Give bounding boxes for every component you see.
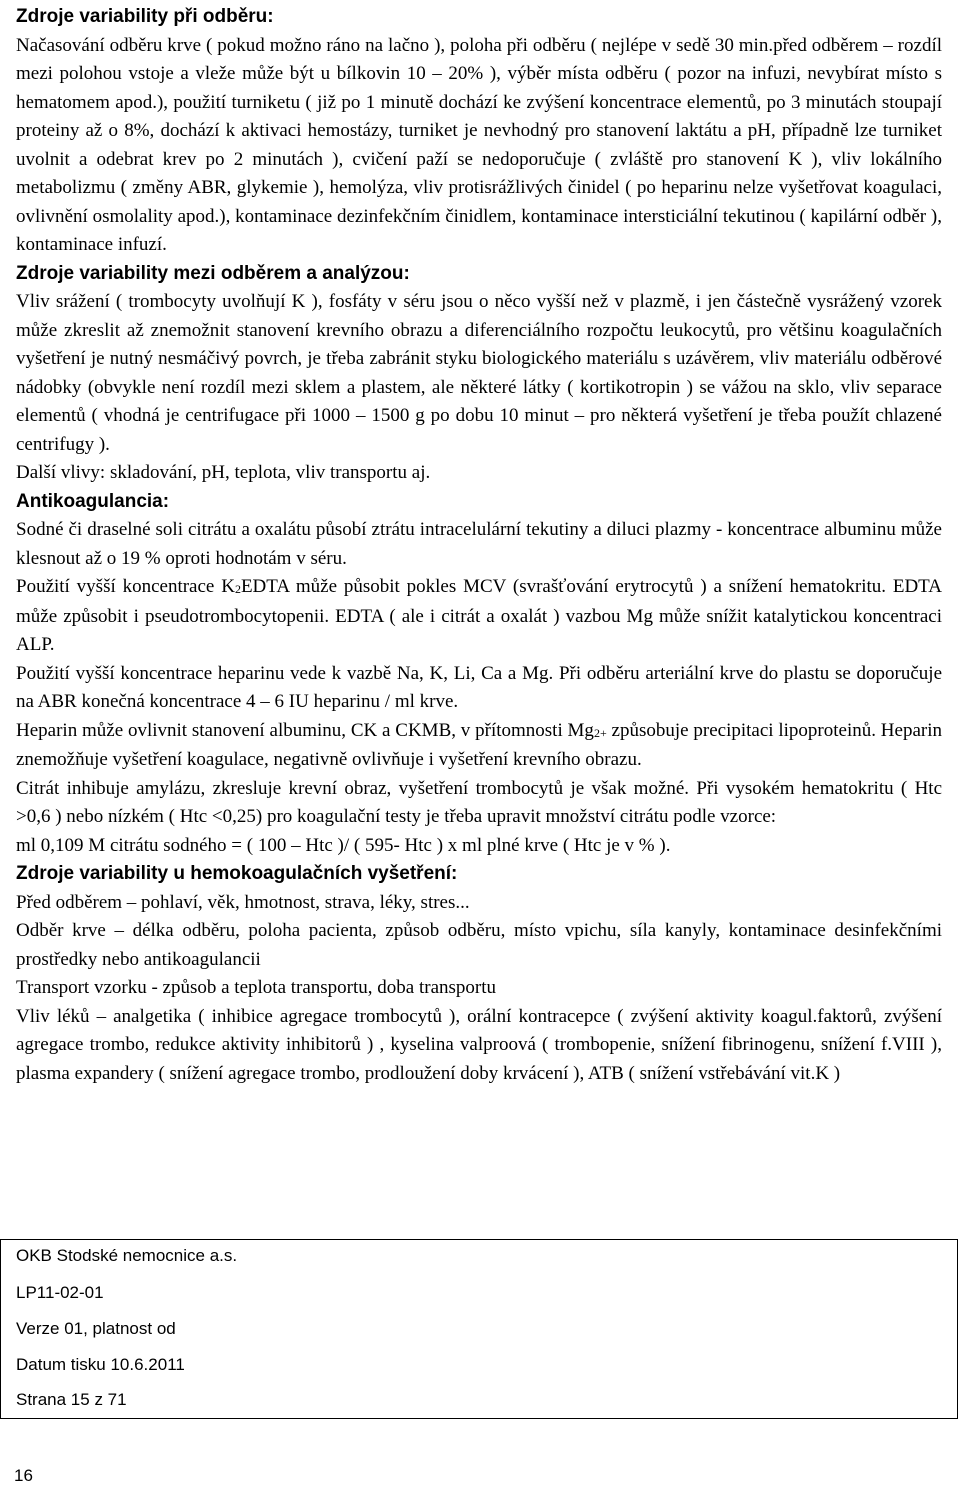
paragraph-drugs: Vliv léků – analgetika ( inhibice agregace trombocytů ), orální kontracepce ( zvýšení aktivity koagul.faktorů, zvýšení agregace trombo, redukce aktivity inhibitorů ) , kyselina valproová ( trombopenie, snížení fibrinogenu, snížení f.VIII ), plasma expandery ( snížení agregace trombo, prodloužení doby krvácení ), ATB ( snížení vstřebávání vit.K ) (16, 1005, 942, 1084)
paragraph-other-influences: Další vlivy: skladování, pH, teplota, vliv transportu aj. (16, 462, 431, 483)
footer-box (0, 1239, 958, 1419)
paragraph-edta (16, 573, 942, 660)
edta-subscript: 2 (234, 582, 241, 596)
paragraph-before-sampling: Před odběrem – pohlaví, věk, hmotnost, strava, léky, stres... (16, 891, 470, 913)
heading-variability-sampling: Zdroje variability při odběru: (16, 6, 274, 27)
footer-doc-code: LP11-02-01 (16, 1283, 104, 1302)
paragraph-blood-sampling: Odběr krve – délka odběru, poloha pacienta, způsob odběru, místo vpichu, síla kanyly, kontaminace desinfekčními prostředky nebo antikoagulancii (16, 920, 942, 970)
footer-org: OKB Stodské nemocnice a.s. (16, 1246, 238, 1265)
paragraph-variability-sampling: Načasování odběru krve ( pokud možno ráno na lačno ), poloha při odběru ( nejlépe v sedě 30 min.před odběrem – rozdíl mezi polohou vstoje a vleže může být u bílkovin 10 – 20% ), výběr místa odběru ( pozor na infuzi, nevybírat místo s hematomem apod.), použití turniketu ( již po 1 minutě dochází ke zvýšení koncentrace elementů, po 3 minutách stoupají proteiny až o 8%, dochází k aktivaci hemostázy, turniket je nevhodný pro stanovení laktátu a pH, případně lze turniket uvolnit a odebrat krev po 2 minutách ), cvičení paží se nedoporučuje ( zvláště pro stanovení K ), vliv lokálního metabolizmu ( změny ABR, glykemie ), hemolýza, vliv protisrážlivých činidel ( po heparinu nelze vyšetřovat koagulaci, ovlivnění osmolality apod.), kontaminace dezinfekčním činidlem, kontaminace intersticiální tekutinou ( kapilární odběr ), kontaminace infuzí. (16, 34, 942, 255)
edta-text-a: Použití vyšší koncentrace K (16, 576, 235, 597)
paragraph-transport: Transport vzorku - způsob a teplota transportu, doba transportu (16, 977, 497, 998)
edta-text-b: EDTA může působit pokles MCV (svrašťování erytrocytů ) a snížení hematokritu. EDTA může způsobit i pseudotrombocytopenii. EDTA ( ale i citrát a oxalát ) vazbou Mg může snížit katalytickou koncentraci ALP. (16, 576, 942, 655)
paragraph-citrate-amylase: Citrát inhibuje amylázu, zkresluje krevní obraz, vyšetření trombocytů je však možné. Při vysokém hematokritu ( Htc >0,6 ) nebo nízkém ( Htc <0,25) pro koagulační testy je třeba upravit množství citrátu podle vzorce: (16, 777, 942, 827)
paragraph-citrate-formula: ml 0,109 M citrátu sodného = ( 100 – Htc )/ ( 595- Htc ) x ml plné krve ( Htc je v % ). (16, 834, 671, 856)
heparin-text-b: způsobuje precipitaci lipoproteinů. Heparin znemožňuje vyšetření koagulace, negativně ovlivňuje i vyšetření krevního obrazu. (16, 719, 942, 770)
page-number: 16 (14, 1466, 33, 1485)
paragraph-citrate-oxalate: Sodné či draselné soli citrátu a oxalátu působí ztrátu intracelulární tekutiny a diluci plazmy - koncentrace albuminu může klesnout až o 19 % oproti hodnotám v séru. (16, 519, 942, 569)
heparin-superscript: 2+ (593, 725, 607, 740)
footer-page: Strana 15 z 71 (16, 1390, 127, 1409)
paragraph-heparin-binding: Použití vyšší koncentrace heparinu vede k vazbě Na, K, Li, Ca a Mg. Při odběru arteriální krve do plastu se doporučuje na ABR konečná koncentrace 4 – 6 IU heparinu / ml krve. (16, 662, 942, 712)
footer-print-date: Datum tisku 10.6.2011 (16, 1355, 185, 1374)
heading-anticoagulants: Antikoagulancia: (16, 490, 170, 512)
document-body (16, 3, 942, 1088)
heading-hemocoagulation: Zdroje variability u hemokoagulačních vyšetření: (16, 863, 458, 884)
paragraph-heparin-effects (16, 717, 942, 775)
paragraph-variability-between: Vliv srážení ( trombocyty uvolňují K ), fosfáty v séru jsou o něco vyšší než v plazmě, i jen částečně vysrážený vzorek může zkreslit až znemožnit stanovení krevního obrazu a diferenciálního rozpočtu leukocytů, pro většinu koagulačních vyšetření je nutný nesmáčivý povrch, je třeba zabránit styku biologického materiálu s uzávěrem, vliv materiálu odběrové nádobky (obvykle není rozdíl mezi sklem a plastem, ale některé látky ( kortikotropin ) se vážou na sklo, vliv separace elementů ( vhodná je centrifugace při 1000 – 1500 g po dobu 10 minut – pro některá vyšetření je třeba použít chlazené centrifugy ). (16, 291, 942, 455)
footer-version: Verze 01, platnost od (16, 1319, 176, 1338)
heading-variability-between: Zdroje variability mezi odběrem a analýzou: (16, 262, 410, 284)
heparin-text-a: Heparin může ovlivnit stanovení albuminu, CK a CKMB, v přítomnosti Mg (16, 719, 594, 741)
